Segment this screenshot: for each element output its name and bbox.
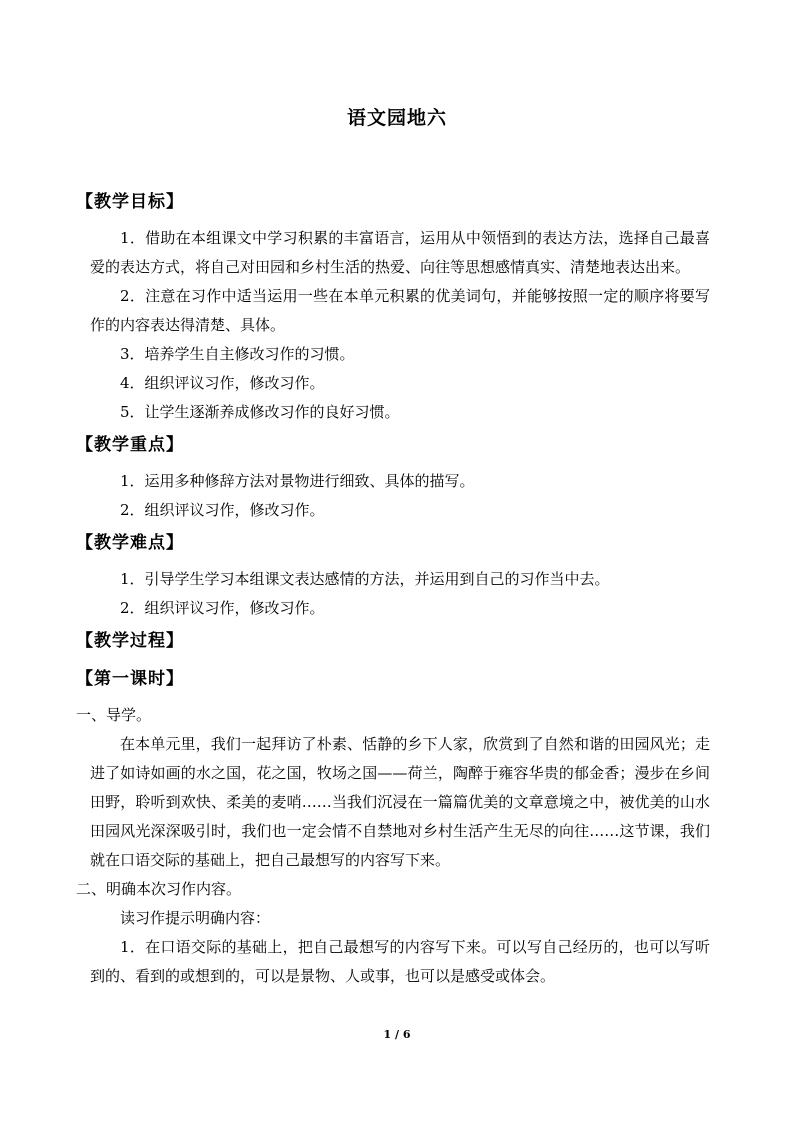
process-heading: 【教学过程】	[76, 631, 184, 651]
key-point-item-2: 2．组织评议习作，修改习作。	[120, 501, 325, 519]
objective-item-5: 5．让学生逐渐养成修改习作的良好习惯。	[120, 403, 400, 421]
objective-item-2: 2．注意在习作中适当运用一些在本单元积累的优美词句，并能够按照一定的顺序将要写作的内容表达得清楚、具体。	[90, 287, 710, 334]
difficulty-item-1: 1．引导学生学习本组课文表达感情的方法，并运用到自己的习作当中去。	[120, 570, 610, 588]
page-number: 1 / 6	[383, 1028, 411, 1041]
difficulty-item-2: 2．组织评议习作，修改习作。	[120, 599, 325, 617]
step2-title: 二、明确本次习作内容。	[76, 880, 242, 898]
page-title: 语文园地六	[346, 107, 447, 129]
step2-item-1: 1．在口语交际的基础上，把自己最想写的内容写下来。可以写自己经历的，也可以写听到的、看到的或想到的，可以是景物、人或事，也可以是感受或体会。	[90, 938, 710, 985]
objectives-heading: 【教学目标】	[76, 192, 184, 212]
step2-intro: 读习作提示明确内容：	[120, 909, 271, 927]
key-points-heading: 【教学重点】	[76, 435, 184, 455]
objective-item-3: 3．培养学生自主修改习作的习惯。	[120, 345, 355, 363]
document-body	[76, 186, 710, 991]
key-point-item-1: 1．运用多种修辞方法对景物进行细致、具体的描写。	[120, 472, 475, 490]
objective-item-1: 1．借助在本组课文中学习积累的丰富语言，运用从中领悟到的表达方法，选择自己最喜爱的表达方式，将自己对田园和乡村生活的热爱、向往等思想感情真实、清楚地表达出来。	[90, 229, 710, 276]
step1-text: 在本单元里，我们一起拜访了朴素、恬静的乡下人家，欣赏到了自然和谐的田园风光；走进了如诗如画的水之国，花之国，牧场之国——荷兰，陶醉于雍容华贵的郁金香；漫步在乡间田野，聆听到欢快、柔美的麦哨……当我们沉浸在一篇篇优美的文章意境之中，被优美的山水田园风光深深吸引时，我们也一定会情不自禁地对乡村生活产生无尽的向往……这节课，我们就在口语交际的基础上，把自己最想写的内容写下来。	[90, 735, 710, 869]
difficulties-heading: 【教学难点】	[76, 533, 184, 553]
first-lesson-heading: 【第一课时】	[76, 669, 184, 689]
objective-item-4: 4．组织评议习作，修改习作。	[120, 374, 325, 392]
step1-title: 一、导学。	[76, 706, 152, 724]
